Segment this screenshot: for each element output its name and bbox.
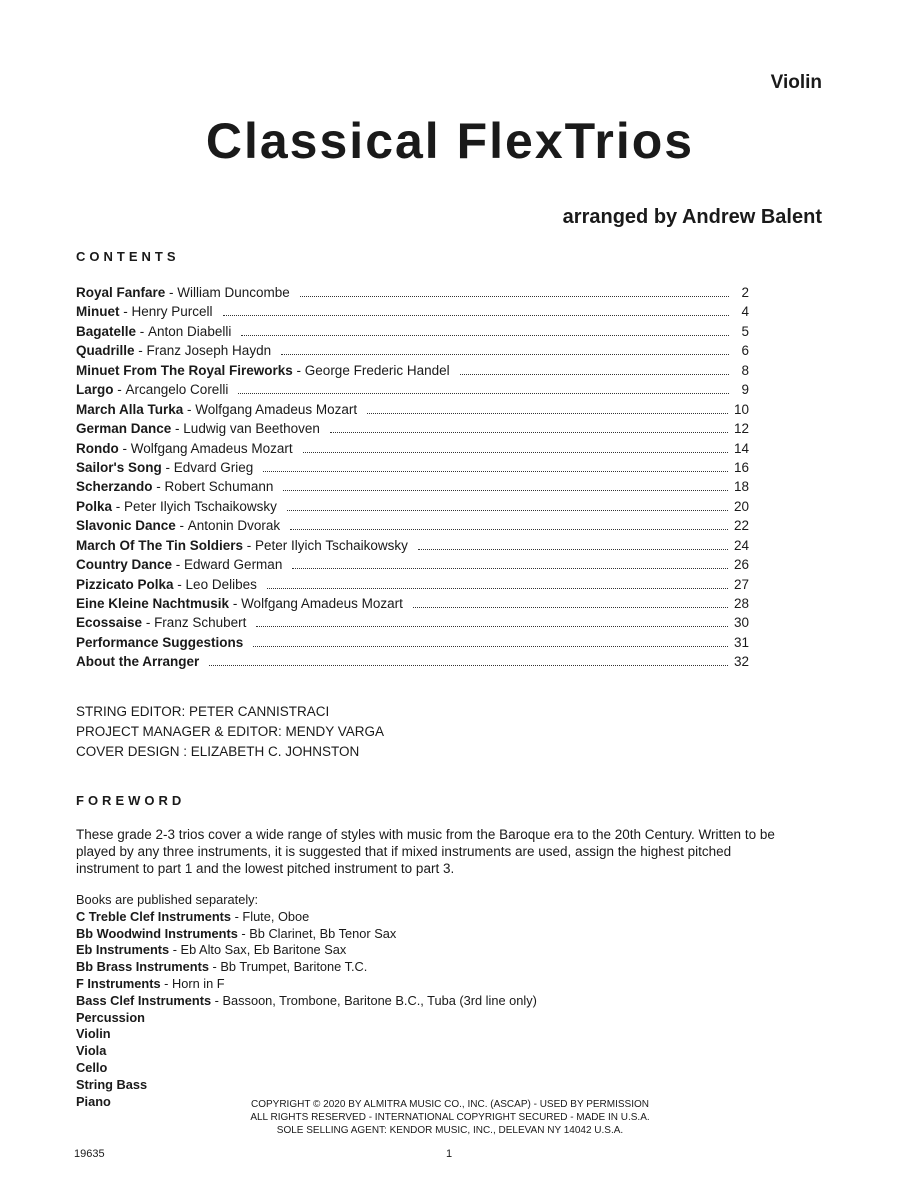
- toc-dot-leader: [292, 567, 728, 569]
- toc-entry-page: 16: [733, 459, 749, 475]
- book-edition: [76, 1010, 537, 1027]
- toc-dot-leader: [209, 664, 728, 666]
- book-edition: [76, 1043, 537, 1060]
- toc-entry: [76, 479, 749, 498]
- toc-entry-page: 26: [733, 557, 749, 573]
- toc-entry-composer: Wolfgang Amadeus Mozart: [130, 440, 293, 456]
- toc-entry-composer: Ludwig van Beethoven: [183, 421, 320, 437]
- book-edition-instruments: Bb Trumpet, Baritone T.C.: [220, 959, 368, 975]
- toc-entry-composer: Franz Schubert: [154, 615, 247, 631]
- toc-dot-leader: [303, 451, 728, 453]
- toc-entry-composer: Wolfgang Amadeus Mozart: [195, 401, 358, 417]
- project-manager-credit: PROJECT MANAGER & EDITOR: MENDY VARGA: [76, 724, 385, 739]
- toc-entry-composer: Edvard Grieg: [173, 459, 254, 475]
- toc-entry-page: 30: [733, 615, 749, 631]
- toc-dot-leader: [300, 295, 729, 297]
- book-edition: [76, 993, 537, 1010]
- toc-entry-page: 10: [733, 401, 749, 417]
- books-intro: Books are published separately:: [76, 892, 259, 907]
- toc-entry-separator: -: [119, 304, 132, 320]
- toc-entry-separator: -: [112, 498, 125, 514]
- toc-entry-separator: -: [292, 362, 305, 378]
- copyright-line-1: COPYRIGHT © 2020 BY ALMITRA MUSIC CO., INC. (ASCAP) - USED BY PERMISSION: [250, 1099, 650, 1110]
- book-edition-name: Eb Instruments: [76, 942, 170, 958]
- toc-entry-title: Slavonic Dance: [76, 518, 176, 534]
- toc-entry-page: 9: [741, 382, 749, 398]
- toc-entry-title: Minuet From The Royal Fireworks: [76, 362, 293, 378]
- toc-entry-title: Royal Fanfare: [76, 285, 166, 300]
- toc-entry-composer: Henry Purcell: [131, 304, 213, 320]
- toc-entry-composer: Wolfgang Amadeus Mozart: [241, 596, 403, 611]
- toc-entry-title: Scherzando: [76, 479, 153, 495]
- book-edition-name: String Bass: [76, 1076, 148, 1092]
- book-edition-instruments: Horn in F: [172, 975, 225, 991]
- toc-dot-leader: [253, 645, 728, 647]
- toc-dot-leader: [241, 334, 729, 336]
- toc-entry-title: Bagatelle: [76, 323, 137, 339]
- toc-entry-composer: Franz Joseph Haydn: [146, 343, 272, 359]
- toc-entry-separator: -: [113, 382, 126, 398]
- toc-entry-separator: -: [134, 343, 147, 359]
- copyright-line-3: SOLE SELLING AGENT: KENDOR MUSIC, INC., DELEVAN NY 14042 U.S.A.: [276, 1125, 624, 1136]
- toc-entry: [76, 538, 749, 557]
- toc-dot-leader: [413, 606, 728, 608]
- toc-entry-title: Country Dance: [76, 557, 173, 573]
- book-edition-name: Percussion: [76, 1009, 145, 1025]
- foreword-text: These grade 2-3 trios cover a wide range of styles with music from the Baroque era to the 20th Century. Written to be played by any three instruments, it is suggested that if mixed instruments are used, assign the highest pitched instrument to part 1 and the lowest pitched instrument to part 3.: [76, 827, 775, 876]
- toc-entry: [76, 577, 749, 596]
- toc-dot-leader: [283, 489, 728, 491]
- toc-dot-leader: [287, 509, 728, 511]
- toc-entry: [76, 557, 749, 576]
- toc-entry-composer: Leo Delibes: [185, 576, 257, 592]
- book-edition-separator: -: [169, 942, 181, 958]
- book-edition: [76, 1077, 537, 1094]
- book-edition-separator: -: [231, 908, 243, 924]
- toc-dot-leader: [256, 625, 728, 627]
- book-edition-name: Cello: [76, 1059, 108, 1075]
- toc-entry: [76, 285, 749, 304]
- toc-dot-leader: [460, 373, 729, 375]
- toc-entry-page: 32: [733, 654, 749, 670]
- book-edition-name: F Instruments: [76, 975, 161, 991]
- credits-block: [76, 702, 384, 762]
- book-edition-name: Bb Woodwind Instruments: [76, 925, 238, 941]
- toc-entry-composer: Anton Diabelli: [148, 323, 232, 339]
- book-edition-instruments: Flute, Oboe: [242, 908, 310, 924]
- toc-entry-separator: -: [175, 518, 188, 534]
- book-edition-name: Bass Clef Instruments: [76, 992, 212, 1008]
- table-of-contents: [76, 285, 749, 674]
- toc-entry-title: Eine Kleine Nachtmusik: [76, 596, 230, 611]
- toc-entry: [76, 382, 749, 401]
- toc-entry-composer: William Duncombe: [177, 285, 290, 300]
- book-edition-name: Bb Brass Instruments: [76, 959, 209, 975]
- book-edition-instruments: Eb Alto Sax, Eb Baritone Sax: [180, 942, 347, 958]
- toc-entry-title: Minuet: [76, 304, 120, 320]
- book-edition: [76, 909, 537, 926]
- toc-entry-title: Sailor's Song: [76, 459, 162, 475]
- toc-entry: [76, 615, 749, 634]
- toc-dot-leader: [267, 587, 728, 589]
- toc-entry: [76, 460, 749, 479]
- toc-entry: [76, 441, 749, 460]
- toc-entry-separator: -: [165, 285, 178, 300]
- toc-entry-title: March Alla Turka: [76, 401, 184, 417]
- toc-entry-page: 24: [733, 537, 749, 553]
- book-edition-name: Violin: [76, 1026, 111, 1042]
- toc-entry-page: 22: [733, 518, 749, 534]
- toc-entry: [76, 635, 749, 654]
- toc-entry: [76, 324, 749, 343]
- book-edition-separator: -: [237, 925, 250, 941]
- toc-entry-separator: -: [152, 479, 165, 495]
- copyright-line-2: ALL RIGHTS RESERVED - INTERNATIONAL COPYRIGHT SECURED - MADE IN U.S.A.: [250, 1112, 650, 1123]
- toc-entry-page: 18: [733, 479, 749, 495]
- toc-dot-leader: [263, 470, 728, 472]
- books-list: [76, 892, 537, 1110]
- toc-dot-leader: [290, 528, 728, 530]
- toc-dot-leader: [223, 314, 729, 316]
- book-edition-name: C Treble Clef Instruments: [76, 908, 232, 924]
- toc-entry-separator: -: [183, 401, 196, 417]
- toc-entry-composer: George Frederic Handel: [304, 362, 450, 378]
- toc-entry-separator: -: [171, 421, 184, 437]
- toc-entry-separator: -: [118, 440, 131, 456]
- toc-entry-composer: Peter Ilyich Tschaikowsky: [255, 537, 408, 553]
- page-number: 1: [446, 1148, 453, 1160]
- book-edition-instruments: Bassoon, Trombone, Baritone B.C., Tuba (3rd line only): [222, 992, 537, 1008]
- toc-entry-separator: -: [136, 323, 149, 339]
- book-edition: [76, 926, 537, 943]
- toc-entry-page: 12: [733, 421, 749, 437]
- toc-entry-page: 5: [741, 323, 749, 339]
- toc-entry-composer: Arcangelo Corelli: [125, 382, 229, 398]
- toc-entry: [76, 421, 749, 440]
- toc-entry-page: 28: [733, 596, 749, 611]
- toc-dot-leader: [418, 548, 728, 550]
- toc-entry: [76, 363, 749, 382]
- toc-entry-composer: Peter Ilyich Tschaikowsky: [124, 498, 277, 514]
- toc-entry-title: Performance Suggestions: [76, 634, 244, 650]
- toc-entry-page: 31: [733, 634, 749, 650]
- toc-entry-separator: -: [243, 537, 256, 553]
- instrument-label: Violin: [770, 72, 822, 93]
- contents-heading: CONTENTS: [76, 249, 180, 264]
- foreword-heading: FOREWORD: [76, 793, 186, 808]
- toc-entry-page: 2: [741, 285, 749, 300]
- book-edition: [76, 942, 537, 959]
- toc-entry-separator: -: [229, 596, 242, 611]
- toc-entry-separator: -: [142, 615, 155, 631]
- book-edition-separator: -: [160, 975, 172, 991]
- toc-dot-leader: [330, 431, 728, 433]
- toc-entry: [76, 499, 749, 518]
- toc-entry-title: Polka: [76, 498, 113, 514]
- toc-entry: [76, 596, 749, 615]
- book-edition: [76, 976, 537, 993]
- toc-entry-title: Largo: [76, 382, 114, 398]
- toc-entry: [76, 343, 749, 362]
- string-editor-credit: STRING EDITOR: PETER CANNISTRACI: [76, 704, 330, 719]
- toc-entry-page: 20: [733, 498, 749, 514]
- toc-entry-page: 8: [741, 362, 749, 378]
- toc-entry-page: 14: [733, 440, 749, 456]
- book-edition: [76, 959, 537, 976]
- book-edition-separator: -: [208, 959, 221, 975]
- toc-entry-separator: -: [172, 557, 185, 573]
- toc-entry: [76, 518, 749, 537]
- book-edition: [76, 1060, 537, 1077]
- toc-entry-separator: -: [161, 459, 174, 475]
- copyright-notice: [0, 1098, 900, 1137]
- book-edition-separator: -: [211, 992, 223, 1008]
- book-edition: [76, 1026, 537, 1043]
- toc-entry: [76, 654, 749, 673]
- toc-entry-title: Pizzicato Polka: [76, 576, 174, 592]
- toc-dot-leader: [367, 412, 728, 414]
- toc-entry: [76, 304, 749, 323]
- toc-entry-separator: -: [173, 576, 186, 592]
- toc-entry-title: Quadrille: [76, 343, 135, 359]
- toc-entry-page: 27: [733, 576, 749, 592]
- toc-entry-title: Rondo: [76, 440, 119, 456]
- toc-entry: [76, 402, 749, 421]
- cover-design-credit: COVER DESIGN : ELIZABETH C. JOHNSTON: [76, 744, 360, 759]
- toc-entry-page: 6: [741, 343, 749, 359]
- toc-entry-page: 4: [741, 304, 749, 320]
- catalog-number: 19635: [74, 1148, 105, 1160]
- toc-entry-title: March Of The Tin Soldiers: [76, 537, 244, 553]
- book-edition-name: Piano: [76, 1093, 111, 1109]
- toc-dot-leader: [238, 392, 729, 394]
- book-edition-name: Viola: [76, 1043, 107, 1059]
- toc-entry-composer: Edward German: [184, 557, 283, 573]
- toc-entry-title: German Dance: [76, 421, 172, 437]
- toc-entry-composer: Antonin Dvorak: [187, 518, 281, 534]
- arranger-credit: arranged by Andrew Balent: [562, 206, 822, 228]
- toc-entry-title: Ecossaise: [76, 615, 143, 631]
- toc-dot-leader: [281, 353, 729, 355]
- toc-entry-title: About the Arranger: [76, 654, 200, 670]
- toc-entry-composer: Robert Schumann: [164, 479, 274, 495]
- book-edition-instruments: Bb Clarinet, Bb Tenor Sax: [249, 925, 397, 941]
- page-title: Classical FlexTrios: [205, 113, 695, 169]
